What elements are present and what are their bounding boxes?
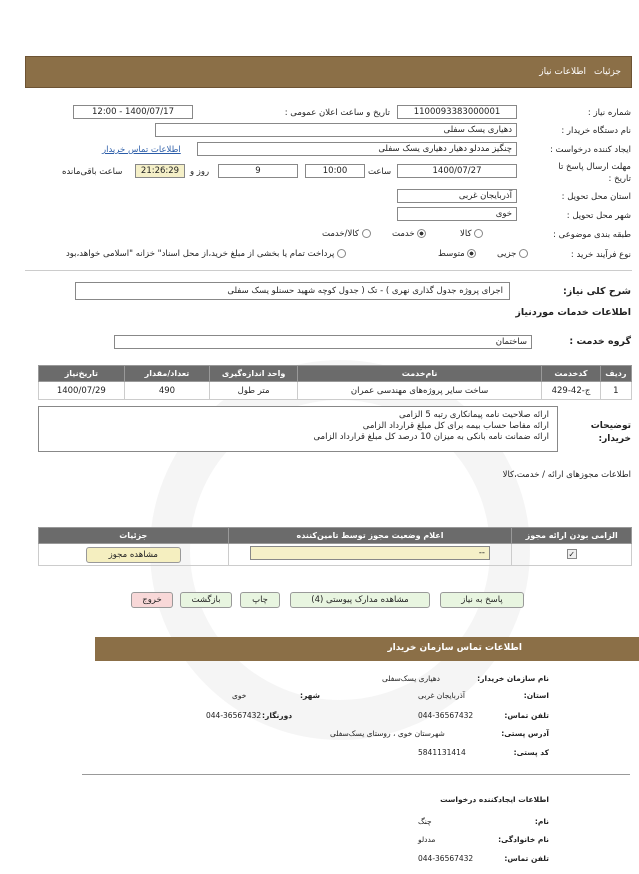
note-line: ارائه ضمانت نامه بانکی به میزان 10 درصد کل مبلغ قرارداد الزامی	[313, 432, 549, 442]
treasury-note-text: پرداخت تمام یا بخشی از مبلغ خرید،از محل اسناد" خزانه "اسلامی خواهد،بود	[66, 249, 335, 259]
radio-both[interactable]	[362, 229, 371, 238]
description-field: اجرای پروژه جدول گذاری نهری ) - تک ( جدول کوچه شهید حسنلو یسک سفلی	[75, 282, 510, 300]
contact-title: اطلاعات تماس سازمان خریدار	[387, 643, 522, 653]
process-partial[interactable]	[497, 249, 528, 259]
org-label: نام سازمان خریدار:	[477, 674, 549, 683]
permit-status-field: --	[250, 546, 490, 560]
notes-label: توضیحات	[590, 421, 631, 431]
org-value: دهیاری یسک‌سفلی	[382, 674, 441, 683]
buyer-notes	[38, 406, 558, 452]
col-date: تاریخ‌نیاز	[39, 366, 125, 382]
announce-field: 1400/07/17 - 12:00	[73, 105, 193, 119]
category-service[interactable]	[392, 229, 426, 239]
creator-label: ایجاد کننده درخواست :	[549, 145, 631, 155]
col-details: جزئیات	[39, 528, 229, 544]
creator-phone-value: 044-36567432	[418, 854, 474, 863]
tab-details[interactable]: جزئیات	[594, 67, 621, 77]
creator-phone-label: تلفن تماس:	[504, 854, 549, 863]
category-goods[interactable]	[460, 229, 483, 239]
zip-value: 5841131414	[418, 748, 466, 757]
province-value: آذربایجان غربی	[418, 691, 465, 700]
radio-treasury[interactable]	[337, 249, 346, 258]
remaining-label: ساعت باقی‌مانده	[62, 167, 123, 177]
family-value: مددلو	[418, 835, 436, 844]
print-button[interactable]: چاپ	[240, 592, 280, 608]
city-field: خوی	[397, 207, 517, 221]
header-bar	[25, 56, 632, 88]
contact-header	[95, 637, 639, 661]
city-value: خوی	[232, 691, 247, 700]
note-line: ارائه مفاصا حساب بیمه برای کل مبلغ قرارداد الزامی	[362, 421, 549, 431]
check-icon: ✓	[568, 550, 576, 559]
process-medium[interactable]	[438, 249, 476, 259]
divider	[25, 270, 632, 271]
services-title: اطلاعات خدمات موردنیاز	[515, 307, 631, 318]
col-name: نام‌خدمت	[297, 366, 541, 382]
status-cell	[228, 544, 512, 566]
view-permit-button[interactable]: مشاهده مجوز	[86, 547, 181, 563]
back-button[interactable]: بازگشت	[180, 592, 232, 608]
table-row	[39, 382, 632, 400]
province-field: آذربایجان غربی	[397, 189, 517, 203]
process-type-label: نوع فرآیند خرید :	[570, 250, 631, 260]
required-cell	[512, 544, 632, 566]
city-label: شهر:	[300, 691, 320, 700]
deadline-label: مهلت ارسال پاسخ تا	[558, 162, 631, 172]
days-field: 9	[218, 164, 298, 178]
buyer-label: نام دستگاه خریدار :	[561, 126, 631, 136]
radio-service[interactable]	[417, 229, 426, 238]
notes-label-2: خریدار:	[598, 434, 631, 444]
announce-label: تاریخ و ساعت اعلان عمومی :	[284, 108, 390, 118]
hour-label: ساعت	[368, 167, 392, 177]
process-partial-text: جزیی	[497, 249, 517, 259]
cell-row: 1	[600, 382, 631, 400]
description-label: شرح کلی نیاز:	[562, 286, 631, 297]
creator-field: چنگیز مددلو دهیار دهیاری یسک سفلی	[197, 142, 517, 156]
address-value: شهرستان خوی ، روستای یسک‌سفلی	[330, 729, 445, 738]
zip-label: کد پستی:	[513, 748, 549, 757]
permits-title: اطلاعات مجوزهای ارائه / خدمت،کالا	[502, 470, 631, 480]
exit-button[interactable]: خروج	[131, 592, 173, 608]
name-value: چنگ	[418, 817, 432, 826]
deadline-label-2: تاریخ :	[608, 174, 631, 184]
cell-date: 1400/07/29	[39, 382, 125, 400]
deadline-date-field: 1400/07/27	[397, 164, 517, 178]
service-group-label: گروه خدمت :	[569, 336, 631, 347]
category-service-text: خدمت	[392, 229, 415, 239]
category-goods-text: کالا	[460, 229, 472, 239]
fax-value: 044-36567432	[206, 711, 262, 720]
remaining-time-field: 21:26:29	[135, 164, 185, 178]
note-line: ارائه صلاحیت نامه پیمانکاری رتبه 5 الزامی	[399, 410, 549, 420]
need-number-field: 1100093383000001	[397, 105, 517, 119]
attachments-button[interactable]: مشاهده مدارک پیوستی (4)	[290, 592, 430, 608]
radio-medium[interactable]	[467, 249, 476, 258]
phone-value: 044-36567432	[418, 711, 474, 720]
col-qty: تعداد/مقدار	[124, 366, 210, 382]
permits-table	[38, 527, 632, 566]
phone-label: تلفن تماس:	[504, 711, 549, 720]
city-label: شهر محل تحویل :	[566, 211, 631, 221]
category-both-text: کالا/خدمت	[322, 229, 359, 239]
name-label: نام:	[534, 817, 549, 826]
cell-name: ساخت سایر پروژه‌های مهندسی عمران	[297, 382, 541, 400]
buyer-field: دهیاری یسک سفلی	[155, 123, 517, 137]
col-status: اعلام وضعیت مجوز توسط تامین‌کننده	[228, 528, 512, 544]
divider	[82, 774, 630, 775]
buyer-contact-link[interactable]: اطلاعات تماس خریدار	[102, 145, 181, 155]
service-group-field: ساختمان	[114, 335, 532, 349]
cell-unit: متر طول	[210, 382, 298, 400]
province-label: استان:	[523, 691, 549, 700]
col-code: کدخدمت	[542, 366, 600, 382]
province-label: استان محل تحویل :	[561, 192, 631, 202]
col-required: الزامی بودن ارائه مجوز	[512, 528, 632, 544]
creator-info-title: اطلاعات ایجادکننده درخواست	[440, 795, 549, 804]
radio-goods[interactable]	[474, 229, 483, 238]
treasury-note[interactable]	[66, 249, 346, 259]
col-unit: واحد اندازه‌گیری	[210, 366, 298, 382]
process-medium-text: متوسط	[438, 249, 465, 259]
category-label: طبقه بندی موضوعی :	[553, 230, 631, 240]
deadline-hour-field: 10:00	[305, 164, 365, 178]
fax-label: دورنگار:	[262, 711, 293, 720]
radio-partial[interactable]	[519, 249, 528, 258]
cell-code: ج-42-429	[542, 382, 600, 400]
details-cell	[39, 544, 229, 566]
need-number-label: شماره نیاز :	[587, 108, 631, 118]
table-row	[39, 544, 632, 566]
tab-need-info[interactable]: اطلاعات نیاز	[539, 67, 587, 77]
col-row: ردیف	[600, 366, 631, 382]
days-label: روز و	[190, 167, 210, 177]
category-both[interactable]	[322, 229, 371, 239]
family-label: نام خانوادگی:	[498, 835, 549, 844]
services-table	[38, 365, 632, 400]
address-label: آدرس پستی:	[501, 729, 549, 738]
reply-button[interactable]: پاسخ به نیاز	[440, 592, 524, 608]
cell-qty: 490	[124, 382, 210, 400]
